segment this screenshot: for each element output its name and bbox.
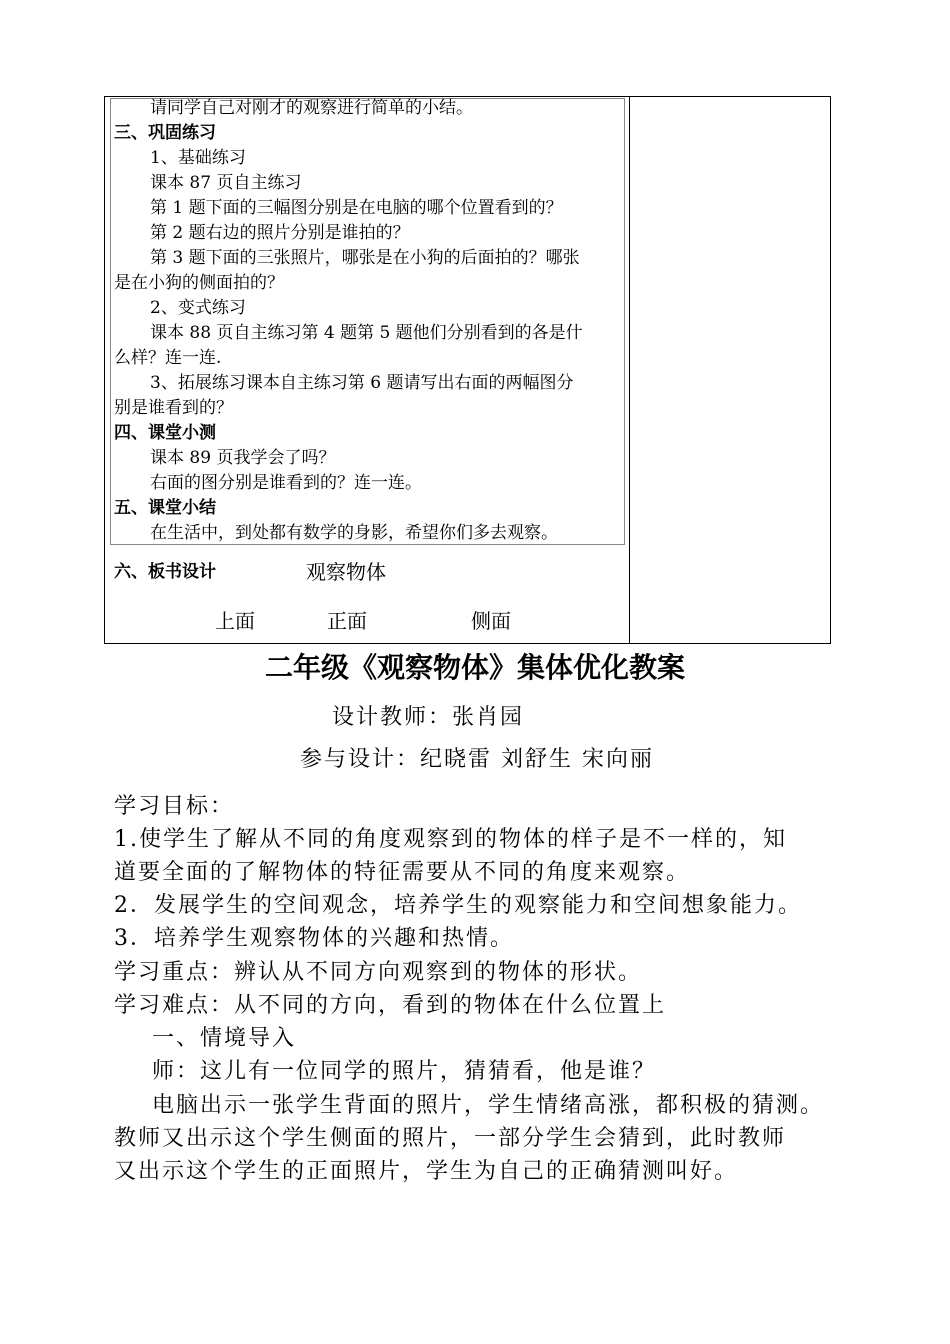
body-line: 一、情境导入	[152, 1026, 297, 1051]
table-line: 是在小狗的侧面拍的？	[114, 273, 284, 293]
body-line: 3．培养学生观察物体的兴趣和热情。	[114, 926, 514, 951]
table-line: 2、变式练习	[150, 298, 246, 318]
table-line: 第 1 题下面的三幅图分别是在电脑的哪个位置看到的？	[150, 198, 563, 218]
body-line: 1.使学生了解从不同的角度观察到的物体的样子是不一样的，知	[114, 827, 787, 852]
section-heading: 三、巩固练习	[114, 123, 216, 143]
participants-line: 参与设计：纪晓雷 刘舒生 宋向丽	[300, 747, 654, 772]
body-line: 道要全面的了解物体的特征需要从不同的角度来观察。	[114, 860, 691, 885]
body-line: 学习目标：	[114, 794, 235, 819]
table-line: 么样？连一连.	[114, 348, 222, 368]
board-item-top: 上面	[215, 609, 255, 633]
table-line: 在生活中，到处都有数学的身影，希望你们多去观察。	[150, 523, 558, 543]
table-line: 右面的图分别是谁看到的？连一连。	[150, 473, 422, 493]
document-title: 二年级《观察物体》集体优化教案	[264, 651, 685, 684]
body-line: 师：这儿有一位同学的照片，猜猜看，他是谁？	[152, 1059, 657, 1084]
table-column-divider	[629, 96, 630, 644]
body-line: 又出示这个学生的正面照片，学生为自己的正确猜测叫好。	[114, 1159, 739, 1184]
table-line: 1、基础练习	[150, 148, 246, 168]
board-design-label: 六、板书设计	[114, 562, 216, 582]
table-line: 第 2 题右边的照片分别是谁拍的？	[150, 223, 410, 243]
table-line: 课本 87 页自主练习	[150, 173, 302, 193]
board-item-front: 正面	[327, 609, 367, 633]
table-line: 别是谁看到的？	[114, 398, 233, 418]
body-line: 教师又出示这个学生侧面的照片，一部分学生会猜到，此时教师	[114, 1126, 787, 1151]
body-line: 2．发展学生的空间观念，培养学生的观察能力和空间想象能力。	[114, 893, 802, 918]
board-title: 观察物体	[306, 560, 386, 584]
table-line: 3、拓展练习课本自主练习第 6 题请写出右面的两幅图分	[150, 373, 574, 393]
body-line: 学习重点：辨认从不同方向观察到的物体的形状。	[114, 960, 643, 985]
board-item-side: 侧面	[471, 609, 511, 633]
designer-line: 设计教师：张肖园	[332, 705, 525, 730]
section-heading: 四、课堂小测	[114, 423, 216, 443]
table-line: 课本 88 页自主练习第 4 题第 5 题他们分别看到的各是什	[150, 323, 583, 343]
section-heading: 五、课堂小结	[114, 498, 216, 518]
table-line: 课本 89 页我学会了吗？	[150, 448, 336, 468]
table-line: 请同学自己对刚才的观察进行简单的小结。	[150, 98, 473, 118]
table-line: 第 3 题下面的三张照片，哪张是在小狗的后面拍的？哪张	[150, 248, 580, 268]
body-line: 电脑出示一张学生背面的照片，学生情绪高涨，都积极的猜测。	[152, 1093, 825, 1118]
body-line: 学习难点：从不同的方向，看到的物体在什么位置上	[114, 993, 667, 1018]
